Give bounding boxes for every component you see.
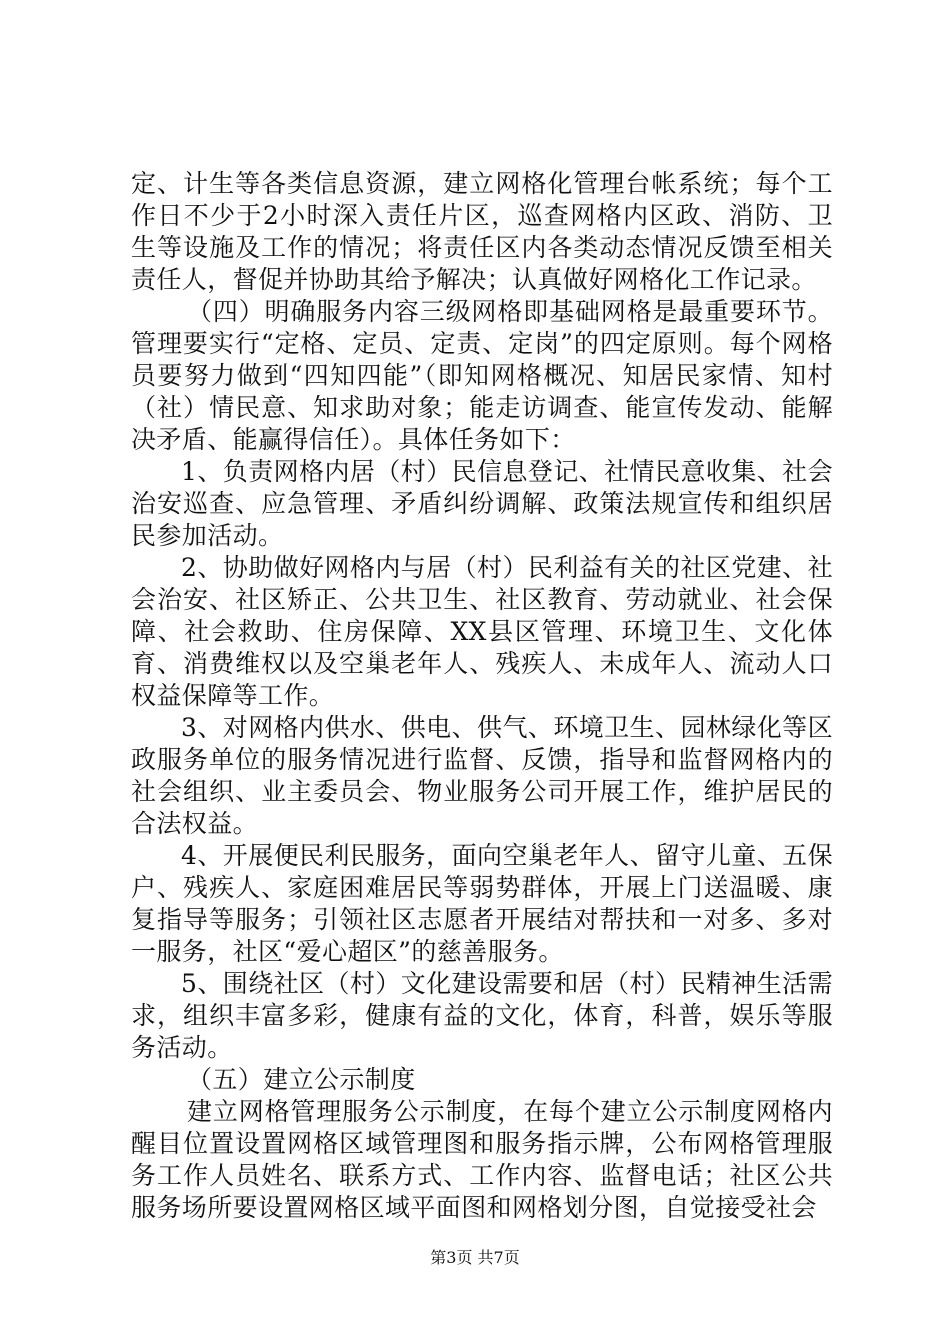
page-footer <box>0 1248 950 1268</box>
paragraph-continuation: 定、计生等各类信息资源，建立网格化管理台帐系统；每个工作日不少于2小时深入责任片区，巡查网格内区政、消防、卫生等设施及工作的情况；将责任区内各类动态情况反馈至相关责任人，督促并协助其给予解决；认真做好网格化工作记录。 <box>131 169 833 294</box>
page-number-label: 第3页 共7页 <box>430 1248 520 1267</box>
paragraph-section-four: （四）明确服务内容三级网格即基础网格是最重要环节。管理要实行“定格、定员、定责、定岗”的四定原则。每个网格员要努力做到“四知四能”（即知网格概况、知居民家情、知村（社）情民意、知求助对象；能走访调查、能宣传发动、能解决矛盾、能赢得信任）。具体任务如下： <box>131 297 833 454</box>
section-heading-five: （五）建立公示制度 <box>187 1065 416 1094</box>
paragraph-task-5: 5、围绕社区（村）文化建设需要和居（村）民精神生活需求，组织丰富多彩，健康有益的文化，体育，科普，娱乐等服务活动。 <box>131 969 833 1062</box>
paragraph-task-1: 1、负责网格内居（村）民信息登记、社情民意收集、社会治安巡查、应急管理、矛盾纠纷调解、政策法规宣传和组织居民参加活动。 <box>131 457 833 550</box>
paragraph-section-five-body: 建立网格管理服务公示制度，在每个建立公示制度网格内醒目位置设置网格区域管理图和服务指示牌，公布网格管理服务工作人员姓名、联系方式、工作内容、监督电话；社区公共服务场所要设置网格区域平面图和网格划分图，自觉接受社会 <box>131 1097 833 1222</box>
paragraph-task-2: 2、协助做好网格内与居（村）民利益有关的社区党建、社会治安、社区矫正、公共卫生、社区教育、劳动就业、社会保障、社会救助、住房保障、XX县区管理、环境卫生、文化体育、消费维权以及空巢老年人、残疾人、未成年人、流动人口权益保障等工作。 <box>131 553 833 710</box>
paragraph-task-4: 4、开展便民利民服务，面向空巢老年人、留守儿童、五保户、残疾人、家庭困难居民等弱势群体，开展上门送温暖、康复指导等服务；引领社区志愿者开展结对帮扶和一对多、多对一服务，社区“爱心超区”的慈善服务。 <box>131 841 833 966</box>
paragraph-task-3: 3、对网格内供水、供电、供气、环境卫生、园林绿化等区政服务单位的服务情况进行监督、反馈，指导和监督网格内的社会组织、业主委员会、物业服务公司开展工作，维护居民的合法权益。 <box>131 713 833 838</box>
document-body <box>131 168 833 1224</box>
